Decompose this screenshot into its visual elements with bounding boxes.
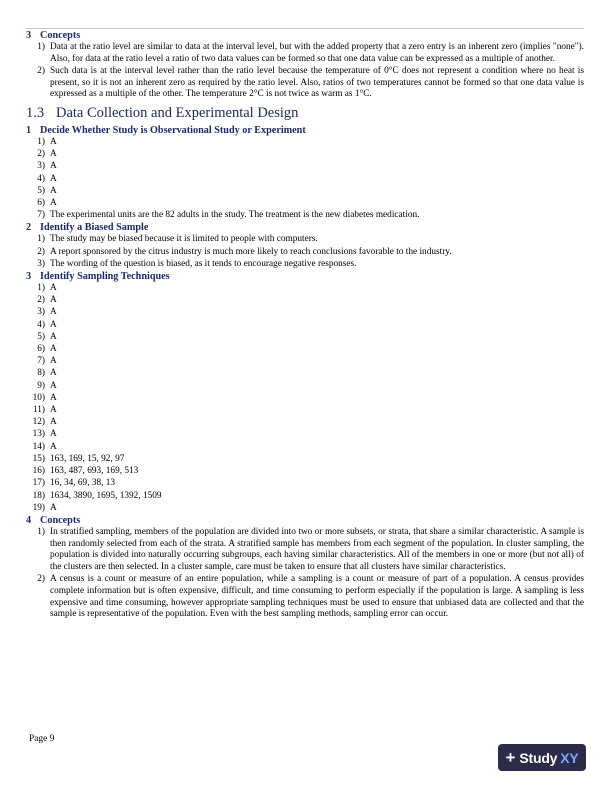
item-label: 5): [37, 185, 45, 196]
item-text: Such data is at the interval level rather than the ratio level because the temperature of 0°C does not represent a condition where no heat is present, so it is not an inherent zero as required by the ratio level. Also, ratios of two temperatures cannot be formed so that one data value is expressed as a multiple of the other. The temperature 2°C is not twice as warm as 1°C.: [50, 65, 584, 100]
list-item: [26, 368, 584, 380]
item-label: 17): [32, 478, 45, 489]
item-label: 7): [37, 210, 45, 221]
item-label: 16): [32, 466, 45, 477]
list-item: [26, 137, 584, 149]
list-item: [26, 161, 584, 173]
list-item: [26, 332, 584, 344]
item-label: 19): [32, 502, 45, 513]
item-label: 2): [37, 65, 45, 76]
item-label: 1): [37, 137, 45, 148]
section-item-list: [26, 42, 584, 101]
list-item: [26, 307, 584, 319]
item-text: A: [50, 161, 57, 172]
item-label: 13): [32, 429, 45, 440]
chapter-heading: [26, 105, 584, 122]
item-text: A: [50, 283, 57, 294]
list-item: [26, 491, 584, 503]
list-item: [26, 503, 584, 515]
item-text: A: [50, 441, 57, 452]
section-heading: [26, 515, 584, 526]
item-text: 16, 34, 69, 38, 13: [50, 478, 116, 489]
list-item: [26, 295, 584, 307]
section-title: Decide Whether Study is Observational Study or Experiment: [40, 125, 306, 137]
list-item: [26, 356, 584, 368]
item-text: A: [50, 319, 57, 330]
section-item-list: [26, 283, 584, 514]
item-label: 12): [32, 417, 45, 428]
item-text: A: [50, 185, 57, 196]
item-text: A: [50, 356, 57, 367]
item-text: A: [50, 405, 57, 416]
logo-xy-text: XY: [560, 749, 579, 766]
item-text: A: [50, 149, 57, 160]
item-label: 15): [32, 453, 45, 464]
item-text: A: [50, 307, 57, 318]
item-text: The wording of the question is biased, as it tends to encourage negative responses.: [50, 258, 357, 269]
item-text: A: [50, 502, 57, 513]
logo-study-text: Study: [519, 749, 558, 766]
item-label: 5): [37, 331, 45, 342]
list-item: [26, 381, 584, 393]
item-text: The experimental units are the 82 adults in the study. The treatment is the new diabetes medication.: [50, 210, 420, 221]
section-title: Concepts: [40, 30, 81, 41]
item-text: A: [50, 331, 57, 342]
item-text: 163, 487, 693, 169, 513: [50, 466, 139, 477]
item-label: 18): [32, 490, 45, 501]
list-item: [26, 198, 584, 210]
section-item-list: [26, 234, 584, 270]
list-item: [26, 344, 584, 356]
list-item: [26, 210, 584, 222]
item-text: A census is a count or measure of an entire population, while a sampling is a count or measure of part of a population. A census provides complete information but is often expensive, difficult, and time consuming to perform especially if the population is large. A sampling is less expensive and time consuming, however appropriate sampling techniques must be used to ensure that unbiased data are collected and that the sample is representative of the population. Even with the best sampling methods, sampling error can occur.: [50, 574, 584, 620]
item-text: A: [50, 368, 57, 379]
list-item: [26, 574, 584, 621]
list-item: [26, 478, 584, 490]
item-label: 1): [37, 526, 45, 537]
item-label: 1): [37, 283, 45, 294]
list-item: [26, 259, 584, 271]
item-text: A: [50, 137, 57, 148]
item-text: In stratified sampling, members of the population are divided into two or more subsets, or strata, that share a similar characteristic. A sample is then randomly selected from each of the strata. A stratified sample has members from each segment of the population. In cluster sampling, the population is divided into naturally occurring subgroups, each having similar characteristics. All of the members in one or more (but not all) of the clusters are then selected. In a cluster sample, care must be taken to ensure that all clusters have similar characteristics.: [50, 526, 584, 573]
item-label: 2): [37, 295, 45, 306]
page-content: [26, 30, 584, 622]
item-text: Data at the ratio level are similar to data at the interval level, but with the added property that a zero entry is an inherent zero (implies "none"). Also, for data at the ratio level a ratio of two data values can be formed so that one data value can be expressed as a multiple of another.: [50, 42, 584, 64]
plus-icon: +: [505, 748, 516, 767]
section-item-list: [26, 527, 584, 621]
section-number: 1: [26, 125, 32, 137]
item-label: 3): [37, 307, 45, 318]
list-item: [26, 186, 584, 198]
section-heading: [26, 30, 584, 41]
section-title: Identify Sampling Techniques: [40, 271, 170, 283]
studyxy-logo[interactable]: [498, 744, 586, 771]
list-item: [26, 174, 584, 186]
section-title: Concepts: [40, 514, 81, 526]
section-title: Identify a Biased Sample: [40, 222, 149, 234]
section-heading: [26, 222, 584, 233]
item-label: 8): [37, 368, 45, 379]
item-label: 11): [32, 405, 45, 416]
item-label: 4): [37, 173, 45, 184]
item-text: A: [50, 392, 57, 403]
item-label: 6): [37, 344, 45, 355]
section-item-list: [26, 137, 584, 222]
item-label: 6): [37, 198, 45, 209]
section-heading: [26, 125, 584, 136]
section-number: 3: [26, 271, 32, 283]
chapter-number: 1.3: [26, 105, 45, 122]
list-item: [26, 393, 584, 405]
item-text: A: [50, 380, 57, 391]
section-number: 4: [26, 514, 32, 526]
item-label: 1): [37, 42, 45, 52]
item-label: 2): [37, 149, 45, 160]
item-label: 3): [37, 258, 45, 269]
list-item: [26, 442, 584, 454]
item-text: A: [50, 173, 57, 184]
item-text: A: [50, 344, 57, 355]
list-item: [26, 466, 584, 478]
list-item: [26, 247, 584, 259]
list-item: [26, 454, 584, 466]
list-item: [26, 234, 584, 246]
item-label: 9): [37, 380, 45, 391]
item-text: 163, 169, 15, 92, 97: [50, 453, 125, 464]
item-text: A: [50, 295, 57, 306]
item-text: 1634, 3890, 1695, 1392, 1509: [50, 490, 162, 501]
item-label: 3): [37, 161, 45, 172]
item-label: 4): [37, 319, 45, 330]
list-item: [26, 42, 584, 65]
list-item: [26, 66, 584, 101]
item-text: The study may be biased because it is limited to people with computers.: [50, 234, 318, 245]
chapter-title: Data Collection and Experimental Design: [56, 105, 299, 122]
list-item: [26, 149, 584, 161]
list-item: [26, 429, 584, 441]
item-label: 2): [37, 574, 45, 585]
item-text: A report sponsored by the citrus industry is much more likely to reach conclusions favorable to the industry.: [50, 246, 452, 257]
item-text: A: [50, 198, 57, 209]
list-item: [26, 320, 584, 332]
section-heading: [26, 271, 584, 282]
page-number: Page 9: [29, 734, 55, 744]
list-item: [26, 527, 584, 574]
item-label: 14): [32, 441, 45, 452]
item-label: 7): [37, 356, 45, 367]
item-text: A: [50, 417, 57, 428]
item-text: A: [50, 429, 57, 440]
list-item: [26, 405, 584, 417]
section-number: 3: [26, 30, 32, 41]
section-number: 2: [26, 222, 32, 234]
list-item: [26, 417, 584, 429]
list-item: [26, 283, 584, 295]
item-label: 1): [37, 234, 45, 245]
header-divider: [26, 28, 584, 29]
item-label: 2): [37, 246, 45, 257]
item-label: 10): [32, 392, 45, 403]
